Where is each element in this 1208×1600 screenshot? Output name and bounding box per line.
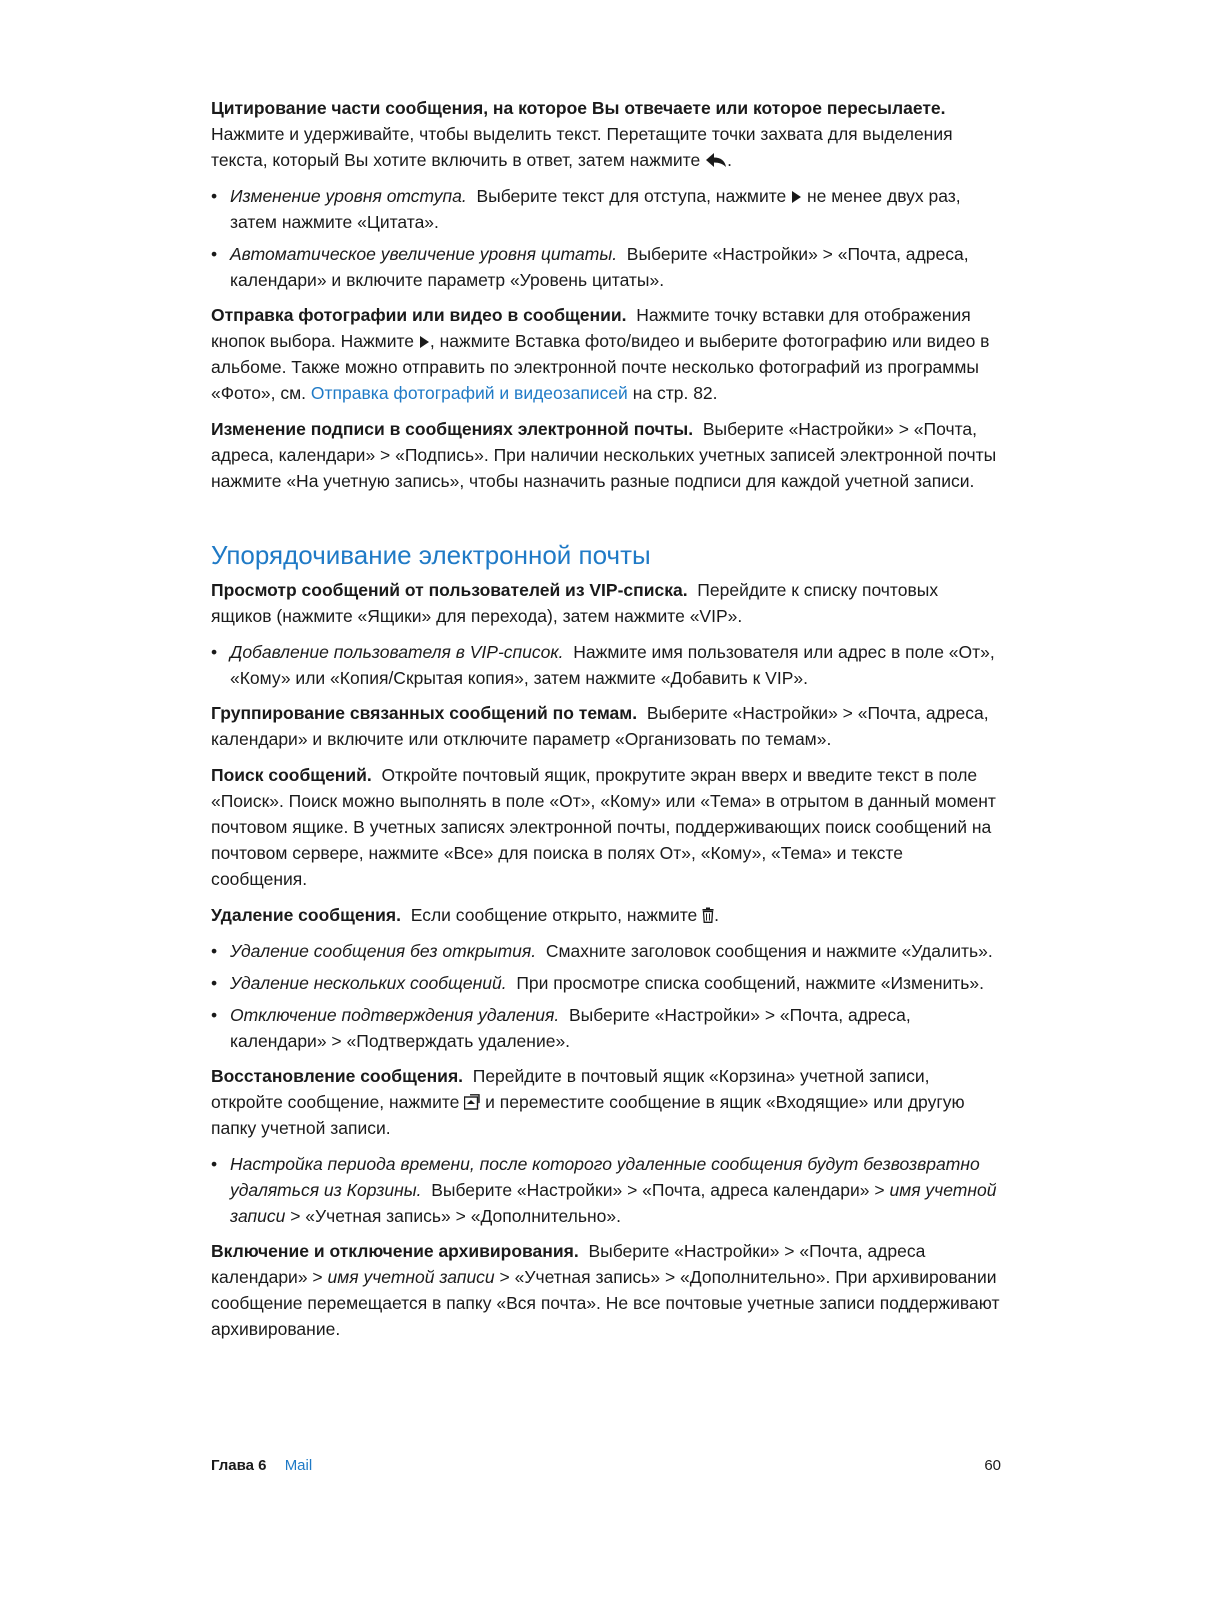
page-content xyxy=(211,95,1001,1352)
paragraph-send-photo: Отправка фотографии или видео в сообщении. Нажмите точку вставки для отображения кнопок выбора. Нажмите , нажмите Вставка фото/видео и выберите фотографию или видео в альбоме. Также можно отправить по электронной почте несколько фотографий из программы «Фото», см. Отправка фотографий и видеозаписей на стр. 82. xyxy=(211,305,990,403)
paragraph-text: Нажмите и удерживайте, чтобы выделить текст. Перетащите точки захвата для выделения текста, который Вы хотите включить в ответ, затем нажмите xyxy=(211,124,953,170)
paragraph-vip: Просмотр сообщений от пользователей из VIP-списка. Перейдите к списку почтовых ящиков (нажмите «Ящики» для перехода), затем нажмите «VIP». xyxy=(211,580,939,626)
section-title: Упорядочивание электронной почты xyxy=(211,540,651,570)
paragraph-heading: Поиск сообщений. xyxy=(211,765,372,785)
list-item: • Удаление сообщения без открытия. Смахните заголовок сообщения и нажмите «Удалить». xyxy=(211,938,1001,964)
paragraph-heading: Удаление сообщения. xyxy=(211,905,401,925)
paragraph-threads: Группирование связанных сообщений по темам. Выберите «Настройки» > «Почта, адреса, календари» и включите или отключите параметр «Организовать по темам». xyxy=(211,703,989,749)
paragraph-signature: Изменение подписи в сообщениях электронной почты. Выберите «Настройки» > «Почта, адреса, календари» > «Подпись». При наличии нескольких учетных записей электронной почты нажмите «На учетную запись», чтобы назначить разные подписи для каждой учетной записи. xyxy=(211,419,997,491)
bullet-dot: • xyxy=(211,244,218,264)
paragraph-quote: Цитирование части сообщения, на которое Вы отвечаете или которое пересылаете. Нажмите и удерживайте, чтобы выделить текст. Перетащите точки захвата для выделения текста, который Вы хотите включить в ответ, затем нажмите . xyxy=(211,98,953,170)
chapter-label: Глава 6 xyxy=(211,1457,267,1474)
play-arrow-icon xyxy=(791,190,802,204)
list-item-title: Настройка периода времени, после которого удаленные сообщения будут безвозвратно удаляться из Корзины. xyxy=(230,1154,980,1200)
list-item: • Изменение уровня отступа. Выберите текст для отступа, нажмите не менее двух раз, затем нажмите «Цитата». xyxy=(211,183,1001,235)
paragraph-heading: Цитирование части сообщения, на которое Вы отвечаете или которое пересылаете. xyxy=(211,98,946,118)
list-item: • Отключение подтверждения удаления. Выберите «Настройки» > «Почта, адреса, календари» > «Подтверждать удаление». xyxy=(211,1002,1001,1054)
paragraph-heading: Включение и отключение архивирования. xyxy=(211,1241,579,1261)
move-folder-icon xyxy=(464,1094,480,1110)
list-item-title: Автоматическое увеличение уровня цитаты. xyxy=(230,244,618,264)
paragraph-delete: Удаление сообщения. Если сообщение открыто, нажмите . xyxy=(211,905,720,925)
list-item: • Добавление пользователя в VIP-список. Нажмите имя пользователя или адрес в поле «От», «Кому» или «Копия/Скрытая копия», затем нажмите «Добавить к VIP». xyxy=(211,639,1001,691)
list-item-title: Добавление пользователя в VIP-список. xyxy=(230,642,564,662)
bullet-list xyxy=(211,183,1001,293)
paragraph-heading: Восстановление сообщения. xyxy=(211,1066,464,1086)
trash-icon xyxy=(702,907,714,923)
bullet-dot: • xyxy=(211,186,218,206)
paragraph-heading: Просмотр сообщений от пользователей из VIP-списка. xyxy=(211,580,688,600)
bullet-dot: • xyxy=(211,1154,218,1174)
page-footer xyxy=(211,1457,1001,1474)
page-number: 60 xyxy=(984,1457,1001,1474)
bullet-list xyxy=(211,639,1001,691)
list-item-title: Удаление сообщения без открытия. xyxy=(230,941,537,961)
photo-video-link[interactable]: Отправка фотографий и видеозаписей xyxy=(310,383,628,403)
list-item-title: Отключение подтверждения удаления. xyxy=(230,1005,560,1025)
list-item-title: Изменение уровня отступа. xyxy=(230,186,467,206)
list-item-title: Удаление нескольких сообщений. xyxy=(230,973,507,993)
list-item: • Автоматическое увеличение уровня цитаты. Выберите «Настройки» > «Почта, адреса, календари» и включите параметр «Уровень цитаты». xyxy=(211,241,1001,293)
bullet-dot: • xyxy=(211,642,218,662)
bullet-dot: • xyxy=(211,973,218,993)
paragraph-restore: Восстановление сообщения. Перейдите в почтовый ящик «Корзина» учетной записи, откройте сообщение, нажмите и переместите сообщение в ящик «Входящие» или другую папку учетной записи. xyxy=(211,1066,965,1138)
bullet-list xyxy=(211,938,1001,1054)
list-item: • Удаление нескольких сообщений. При просмотре списка сообщений, нажмите «Изменить». xyxy=(211,970,1001,996)
reply-arrow-icon xyxy=(705,152,727,168)
list-item: • Настройка периода времени, после которого удаленные сообщения будут безвозвратно удаляться из Корзины. Выберите «Настройки» > «Почта, адреса календари» > имя учетной записи > «Учетная запись» > «Дополнительно». xyxy=(211,1151,1001,1229)
paragraph-heading: Изменение подписи в сообщениях электронной почты. xyxy=(211,419,694,439)
bullet-list xyxy=(211,1151,1001,1229)
paragraph-search: Поиск сообщений. Откройте почтовый ящик, прокрутите экран вверх и введите текст в поле «Поиск». Поиск можно выполнять в поле «От», «Кому» или «Тема» в отрытом в данный момент почтовом ящике. В учетных записях электронной почты, поддерживающих поиск сообщений на почтовом сервере, нажмите «Все» для поиска в полях От», «Кому», «Тема» и тексте сообщения. xyxy=(211,765,996,889)
bullet-dot: • xyxy=(211,941,218,961)
paragraph-archive: Включение и отключение архивирования. Выберите «Настройки» > «Почта, адреса календари» > имя учетной записи > «Учетная запись» > «Дополнительно». При архивировании сообщение перемещается в папку «Вся почта». Не все почтовые учетные записи поддерживают архивирование. xyxy=(211,1241,1000,1339)
bullet-dot: • xyxy=(211,1005,218,1025)
chapter-link[interactable]: Mail xyxy=(284,1457,313,1474)
paragraph-heading: Отправка фотографии или видео в сообщении. xyxy=(211,305,627,325)
play-arrow-icon xyxy=(419,335,430,349)
paragraph-heading: Группирование связанных сообщений по темам. xyxy=(211,703,638,723)
